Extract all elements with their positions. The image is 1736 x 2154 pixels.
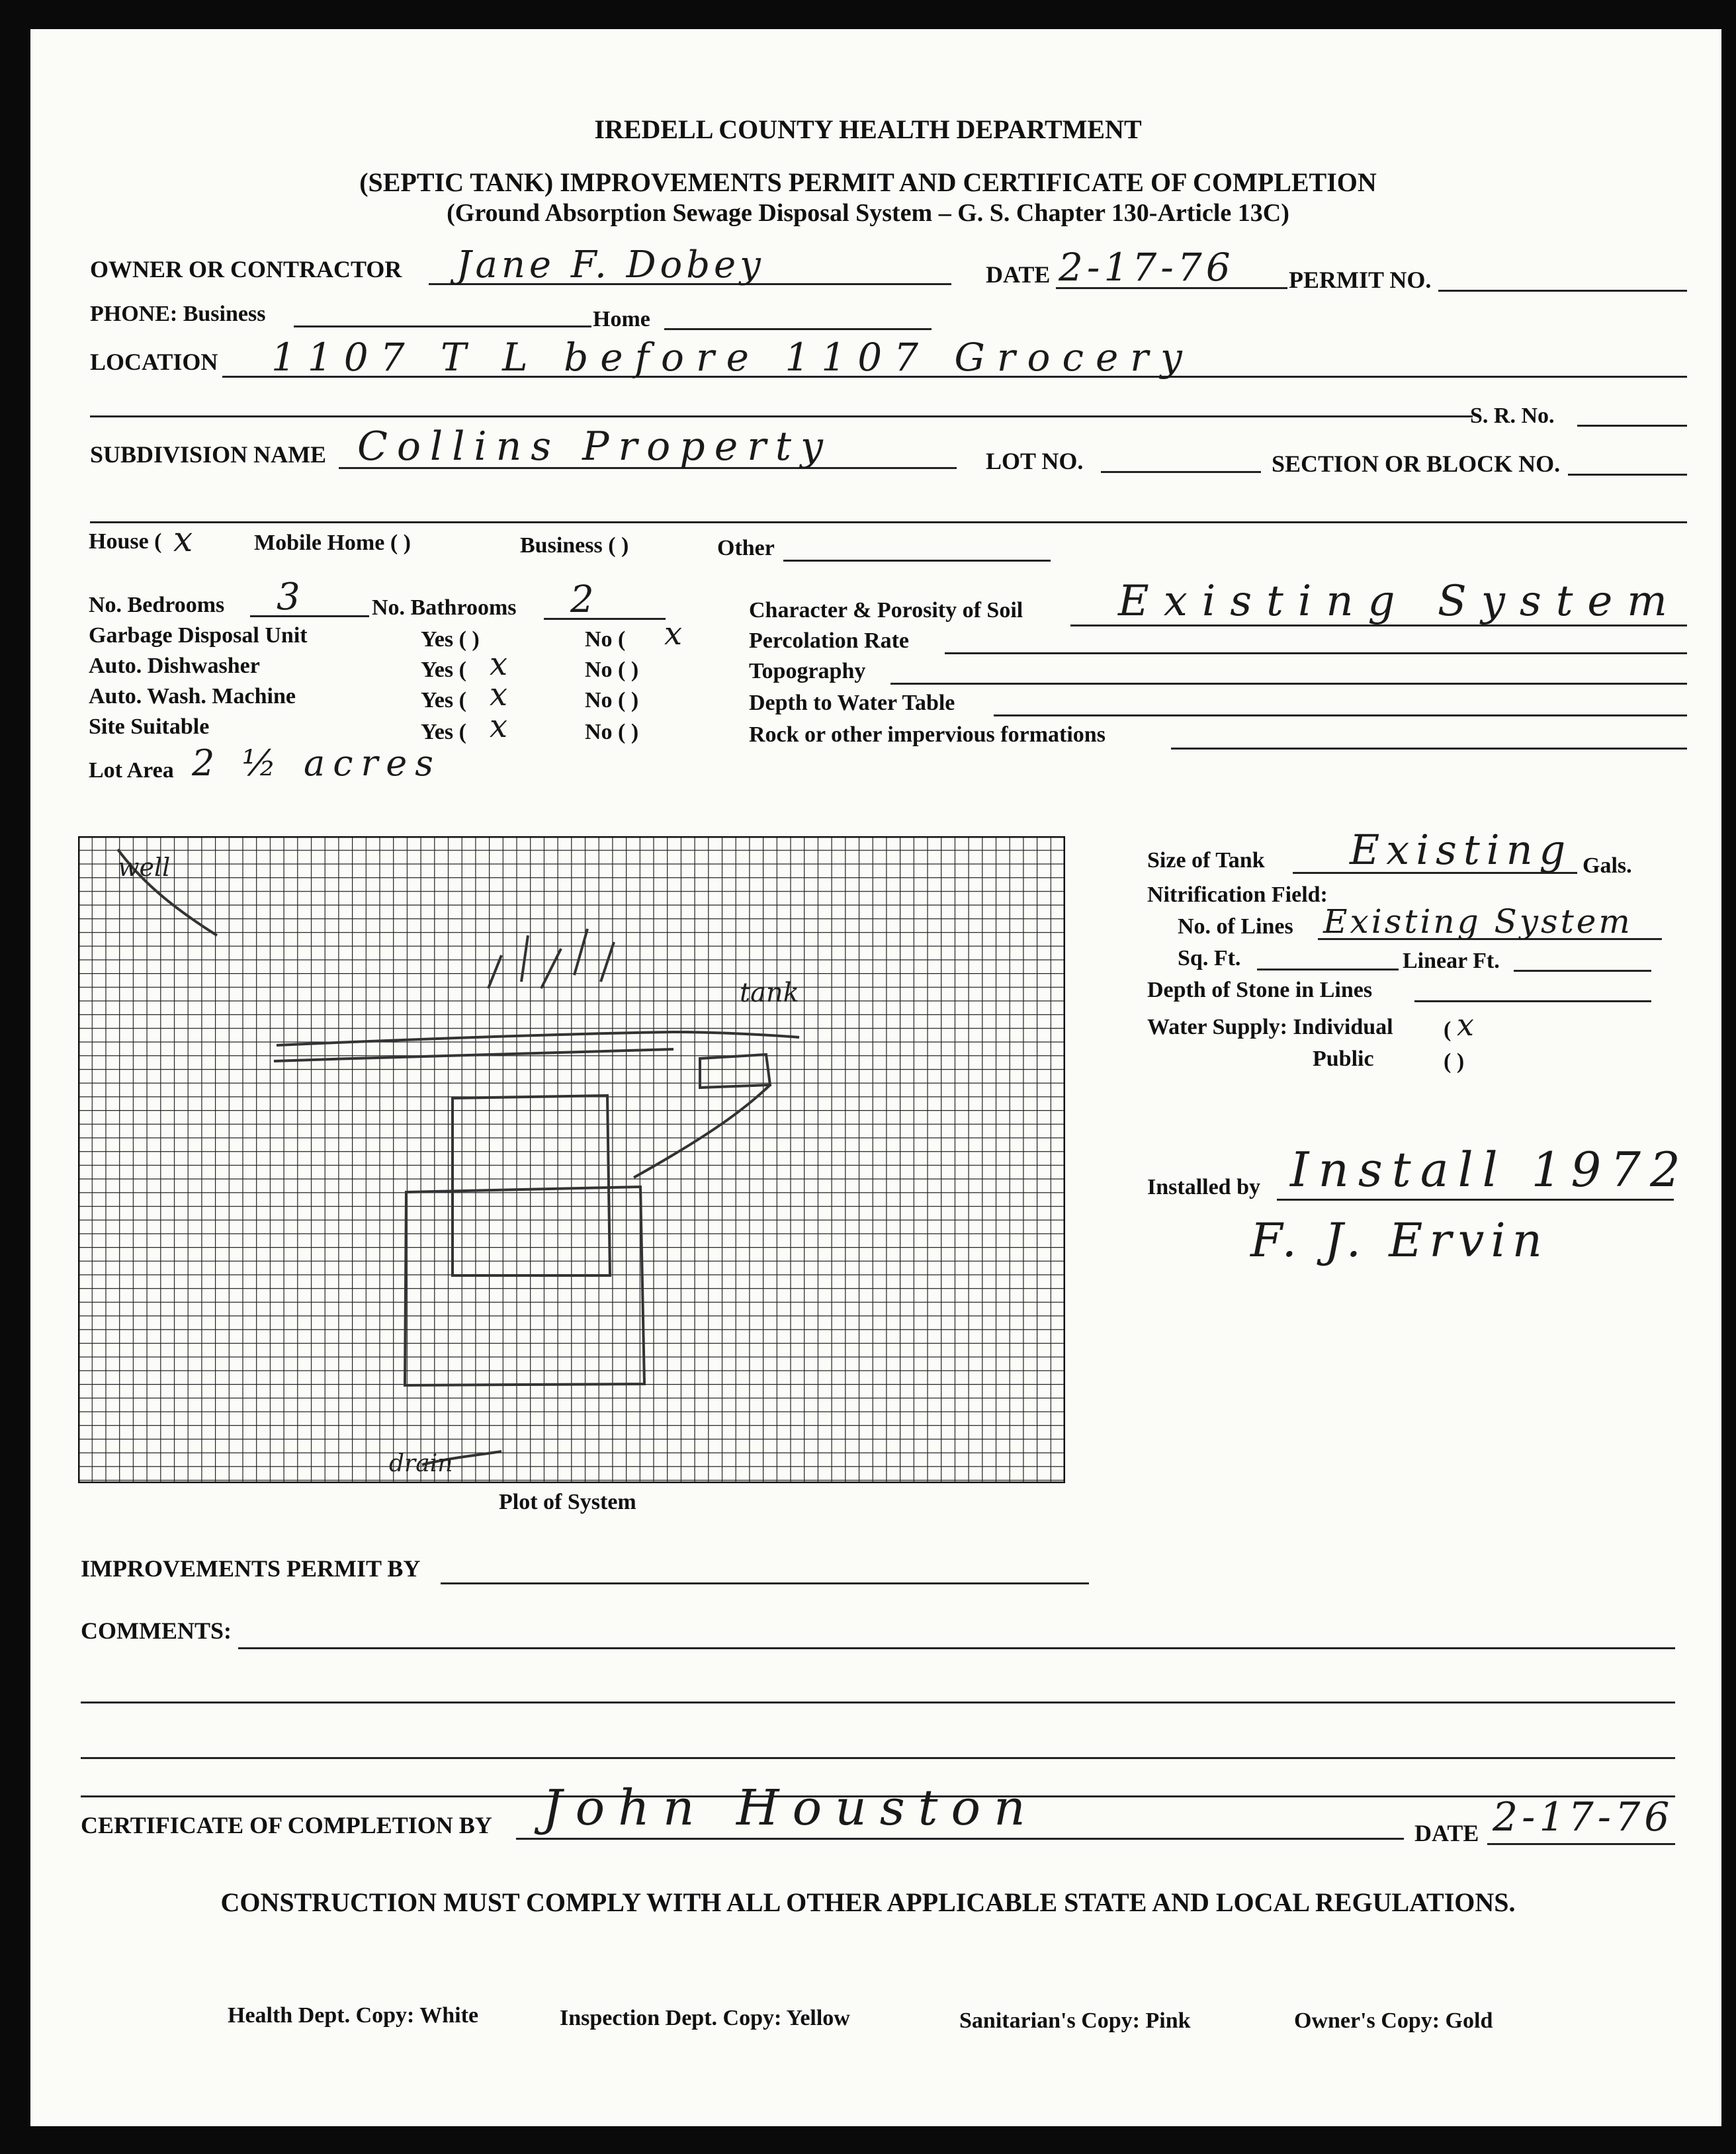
linear-label: Linear Ft. bbox=[1403, 949, 1500, 973]
tank-size-value: Existing bbox=[1350, 826, 1573, 874]
gals-label: Gals. bbox=[1583, 853, 1632, 878]
comments-line-3 bbox=[81, 1757, 1675, 1759]
stone-label: Depth of Stone in Lines bbox=[1147, 978, 1373, 1002]
percolation-line bbox=[945, 652, 1687, 654]
phone-business-line bbox=[294, 325, 591, 327]
public-value: ( ) bbox=[1444, 1049, 1465, 1074]
certificate-label: CERTIFICATE OF COMPLETION BY bbox=[81, 1812, 492, 1838]
comments-line-1 bbox=[238, 1647, 1675, 1649]
comments-line-2 bbox=[81, 1702, 1675, 1703]
site-suitable-yes: Yes ( bbox=[421, 720, 466, 744]
plot-caption: Plot of System bbox=[499, 1490, 636, 1514]
linear-line bbox=[1514, 970, 1651, 972]
copy-inspection-dept: Inspection Dept. Copy: Yellow bbox=[560, 2006, 850, 2030]
date-value: 2-17-76 bbox=[1059, 245, 1235, 290]
nitrification-label: Nitrification Field: bbox=[1147, 883, 1328, 907]
installed-by-label: Installed by bbox=[1147, 1175, 1260, 1199]
bathrooms-value: 2 bbox=[570, 578, 598, 621]
regulation-notice: CONSTRUCTION MUST COMPLY WITH ALL OTHER APPLICABLE STATE AND LOCAL REGULATIONS. bbox=[220, 1887, 1516, 1917]
soil-character-value: Existing System bbox=[1118, 577, 1682, 626]
garbage-no: No ( bbox=[585, 627, 626, 652]
sr-label: S. R. No. bbox=[1470, 404, 1555, 428]
topography-label: Topography bbox=[749, 659, 866, 683]
certificate-date-value: 2-17-76 bbox=[1493, 1794, 1674, 1840]
topography-line bbox=[890, 683, 1687, 685]
certificate-date-line bbox=[1487, 1843, 1675, 1845]
site-suitable-label: Site Suitable bbox=[89, 714, 210, 739]
water-supply-label: Water Supply: Individual bbox=[1147, 1015, 1393, 1039]
sqft-line bbox=[1257, 969, 1399, 970]
bathrooms-line bbox=[544, 618, 666, 620]
wash-machine-label: Auto. Wash. Machine bbox=[89, 684, 296, 709]
plot-grid bbox=[78, 836, 1065, 1483]
bedrooms-label: No. Bedrooms bbox=[89, 593, 225, 617]
section-line bbox=[1568, 474, 1687, 476]
stone-line bbox=[1414, 1000, 1651, 1002]
subdivision-value: Collins Property bbox=[357, 423, 832, 470]
mobile-home-label: Mobile Home ( ) bbox=[254, 531, 411, 555]
tank-size-label: Size of Tank bbox=[1147, 848, 1265, 873]
dishwasher-no: No ( ) bbox=[585, 658, 639, 682]
water-individual-mark: x bbox=[1457, 1007, 1478, 1043]
certificate-signature: John Houston bbox=[542, 1780, 1039, 1836]
garbage-yes: Yes ( ) bbox=[421, 627, 480, 652]
form-subtitle: (Ground Absorption Sewage Disposal System – G. S. Chapter 130-Article 13C) bbox=[447, 199, 1289, 227]
house-mark: x bbox=[173, 520, 197, 560]
site-suitable-no: No ( ) bbox=[585, 720, 639, 744]
installed-by-value: Install 1972 bbox=[1290, 1142, 1690, 1197]
lot-area-label: Lot Area bbox=[89, 758, 174, 783]
site-suitable-mark: x bbox=[490, 708, 512, 745]
certificate-line bbox=[516, 1838, 1404, 1840]
form-title: (SEPTIC TANK) IMPROVEMENTS PERMIT AND CERTIFICATE OF COMPLETION bbox=[359, 167, 1377, 197]
agency-title: IREDELL COUNTY HEALTH DEPARTMENT bbox=[594, 114, 1142, 144]
sr-line bbox=[1577, 425, 1687, 427]
lot-line bbox=[1101, 471, 1261, 473]
bedrooms-line bbox=[250, 615, 369, 617]
location-label: LOCATION bbox=[90, 349, 218, 375]
garbage-mark: x bbox=[664, 615, 687, 652]
other-label: Other bbox=[717, 536, 775, 560]
improvements-permit-by-label: IMPROVEMENTS PERMIT BY bbox=[81, 1555, 421, 1582]
subdivision-label: SUBDIVISION NAME bbox=[90, 441, 327, 468]
wash-machine-no: No ( ) bbox=[585, 688, 639, 712]
grid-area bbox=[78, 836, 1065, 1483]
dishwasher-label: Auto. Dishwasher bbox=[89, 654, 260, 678]
soil-character-label: Character & Porosity of Soil bbox=[749, 598, 1023, 623]
wash-machine-mark: x bbox=[490, 676, 512, 713]
date-label: DATE bbox=[986, 261, 1051, 288]
home-label: Home bbox=[593, 307, 650, 331]
water-individual-paren: ( bbox=[1444, 1017, 1452, 1042]
lines-value: Existing System bbox=[1323, 902, 1633, 941]
lot-label: LOT NO. bbox=[986, 448, 1084, 474]
copy-sanitarian: Sanitarian's Copy: Pink bbox=[959, 2008, 1191, 2033]
copy-owner: Owner's Copy: Gold bbox=[1294, 2008, 1493, 2033]
water-table-label: Depth to Water Table bbox=[749, 691, 955, 715]
house-label: House ( bbox=[89, 529, 162, 554]
phone-home-line bbox=[664, 328, 932, 330]
phone-label: PHONE: Business bbox=[90, 302, 266, 326]
dishwasher-mark: x bbox=[490, 646, 512, 683]
sqft-label: Sq. Ft. bbox=[1178, 946, 1241, 970]
permit-by-line bbox=[441, 1582, 1089, 1584]
plot-note-tank: tank bbox=[740, 978, 799, 1008]
copy-health-dept: Health Dept. Copy: White bbox=[228, 2003, 479, 2028]
rock-label: Rock or other impervious formations bbox=[749, 722, 1106, 747]
rock-line bbox=[1171, 748, 1687, 750]
installer-name: F. J. Ervin bbox=[1250, 1213, 1549, 1268]
location-value: 1107 T L before 1107 Grocery bbox=[271, 335, 1194, 380]
garbage-disposal-label: Garbage Disposal Unit bbox=[89, 623, 308, 648]
comments-label: COMMENTS: bbox=[81, 1617, 232, 1644]
lines-label: No. of Lines bbox=[1178, 914, 1293, 939]
owner-value: Jane F. Dobey bbox=[456, 243, 765, 286]
divider-line bbox=[90, 521, 1687, 523]
bedrooms-value: 3 bbox=[277, 576, 304, 619]
water-table-line bbox=[994, 714, 1687, 716]
dishwasher-yes: Yes ( bbox=[421, 658, 466, 682]
permit-label: PERMIT NO. bbox=[1289, 267, 1432, 293]
section-label: SECTION OR BLOCK NO. bbox=[1272, 451, 1561, 477]
certificate-date-label: DATE bbox=[1414, 1820, 1479, 1846]
public-label: Public bbox=[1313, 1047, 1374, 1071]
plot-note-well: well bbox=[118, 853, 171, 882]
lot-area-value: 2 ½ acres bbox=[192, 742, 441, 784]
installed-by-line bbox=[1277, 1199, 1674, 1201]
business-type-label: Business ( ) bbox=[520, 533, 629, 558]
percolation-label: Percolation Rate bbox=[749, 628, 910, 653]
owner-label: OWNER OR CONTRACTOR bbox=[90, 256, 402, 282]
location-line-2 bbox=[90, 415, 1473, 417]
bathrooms-label: No. Bathrooms bbox=[372, 595, 517, 620]
other-line bbox=[783, 560, 1051, 562]
plot-note-drain: drain bbox=[389, 1450, 453, 1477]
wash-machine-yes: Yes ( bbox=[421, 688, 466, 712]
permit-line bbox=[1438, 290, 1687, 292]
